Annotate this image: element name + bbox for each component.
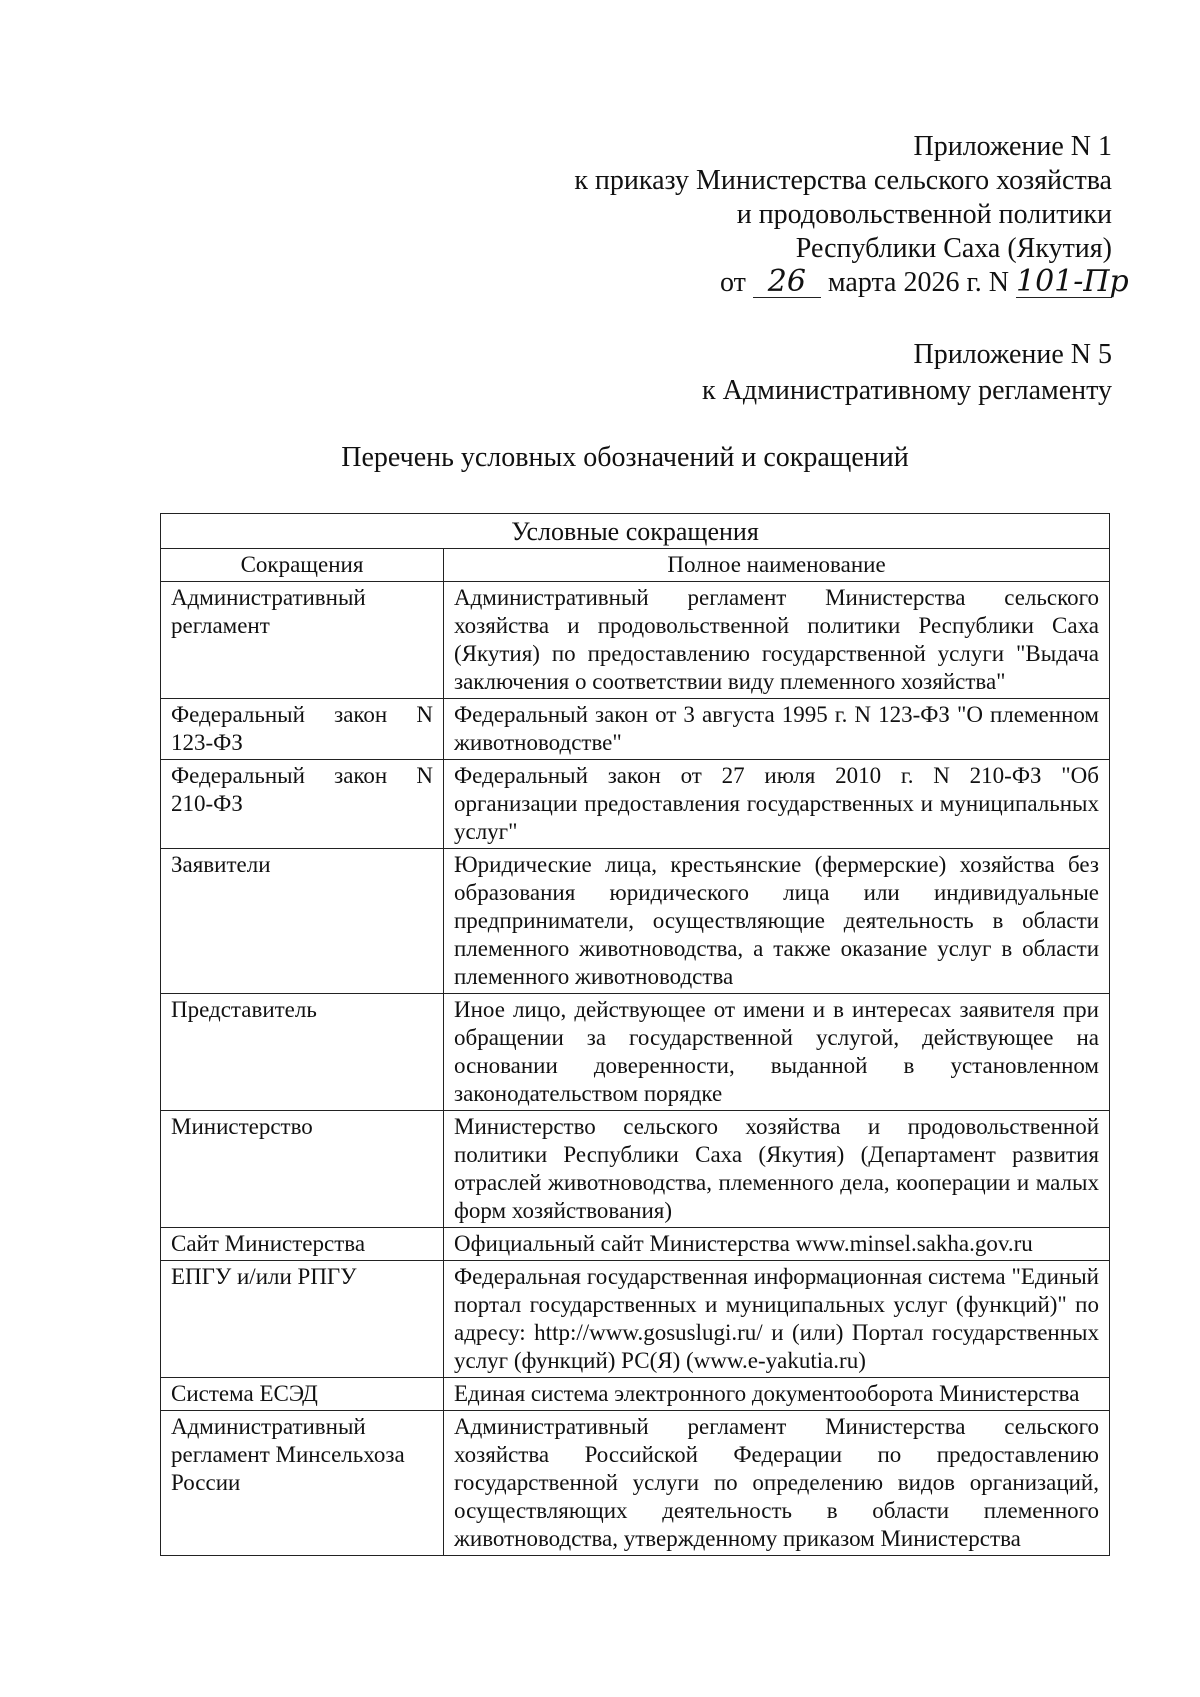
document-title: Перечень условных обозначений и сокращений	[341, 442, 909, 473]
ministry-name-line: и продовольственной политики	[736, 199, 1112, 230]
column-header-full: Полное наименование	[444, 549, 1110, 582]
abbr-full: Федеральный закон от 3 августа 1995 г. N 123-ФЗ "О племенном животноводстве"	[444, 699, 1110, 760]
abbr-full: Административный регламент Министерства сельского хозяйства и продовольственной политики Республики Саха (Якутия) по предоставлению государственной услуги "Выдача заключения о соответствии виду племенного хозяйства"	[444, 582, 1110, 699]
appendix-5-reference: к Административному регламенту	[702, 375, 1112, 406]
abbr-full: Министерство сельского хозяйства и продовольственной политики Республики Саха (Якутия) (Департамент развития отраслей животноводства, племенного дела, кооперации и малых форм хозяйствования)	[444, 1111, 1110, 1228]
table-row	[161, 582, 1110, 699]
abbr-full: Официальный сайт Министерства www.minsel.sakha.gov.ru	[444, 1228, 1110, 1261]
abbr-short: Представитель	[161, 994, 444, 1111]
order-reference-line: к приказу Министерства сельского хозяйства	[574, 165, 1112, 196]
abbr-short: Система ЕСЭД	[161, 1378, 444, 1411]
table-row	[161, 1261, 1110, 1378]
table-row	[161, 699, 1110, 760]
table-caption-row	[161, 514, 1110, 549]
table-caption: Условные сокращения	[161, 514, 1110, 549]
abbr-full: Административный регламент Министерства сельского хозяйства Российской Федерации по предоставлению государственной услуги по определению видов организаций, осуществляющих деятельность в области племенного животноводства, утвержденному приказом Министерства	[444, 1411, 1110, 1556]
appendix-1-label: Приложение N 1	[913, 131, 1112, 162]
table-row	[161, 1111, 1110, 1228]
abbreviations-table	[160, 513, 1110, 1556]
table-row	[161, 994, 1110, 1111]
handwritten-day: 26	[753, 267, 821, 298]
appendix-5-header	[702, 337, 1112, 409]
table-row	[161, 760, 1110, 849]
abbr-short: Сайт Министерства	[161, 1228, 444, 1261]
table-row	[161, 1228, 1110, 1261]
abbr-full: Юридические лица, крестьянские (фермерские) хозяйства без образования юридического лица или индивидуальные предприниматели, осуществляющие деятельность в области племенного животноводства, а также оказание услуг в области племенного животноводства	[444, 849, 1110, 994]
abbr-short: Административный регламент Минсельхоза России	[161, 1411, 444, 1556]
column-header-short: Сокращения	[161, 549, 444, 582]
abbr-short: Заявители	[161, 849, 444, 994]
table-row	[161, 1411, 1110, 1556]
abbr-short: Административный регламент	[161, 582, 444, 699]
abbr-short: Федеральный закон N 123-ФЗ	[161, 699, 444, 760]
appendix-5-label: Приложение N 5	[913, 339, 1112, 370]
republic-name-line: Республики Саха (Якутия)	[795, 233, 1112, 264]
abbr-full: Единая система электронного документооборота Министерства	[444, 1378, 1110, 1411]
abbr-short: Министерство	[161, 1111, 444, 1228]
order-from-label: от	[719, 267, 746, 298]
abbr-full: Иное лицо, действующее от имени и в интересах заявителя при обращении за государственной услугой, действующее на основании доверенности, выданной в установленном законодательством порядке	[444, 994, 1110, 1111]
order-header	[574, 130, 1129, 300]
order-date-line	[574, 264, 1129, 300]
table-row	[161, 849, 1110, 994]
order-month-year: марта 2026 г. N	[827, 267, 1009, 298]
handwritten-order-number: 101-Пр	[1016, 264, 1129, 299]
table-header-row	[161, 549, 1110, 582]
table-row	[161, 1378, 1110, 1411]
abbr-full: Федеральная государственная информационная система "Единый портал государственных и муниципальных услуг (функций)" по адресу: http://www.gosuslugi.ru/ и (или) Портал государственных услуг (функций) РС(Я) (www.e-yakutia.ru)	[444, 1261, 1110, 1378]
abbr-full: Федеральный закон от 27 июля 2010 г. N 210-ФЗ "Об организации предоставления государственных и муниципальных услуг"	[444, 760, 1110, 849]
abbr-short: Федеральный закон N 210-ФЗ	[161, 760, 444, 849]
abbr-short: ЕПГУ и/или РПГУ	[161, 1261, 444, 1378]
